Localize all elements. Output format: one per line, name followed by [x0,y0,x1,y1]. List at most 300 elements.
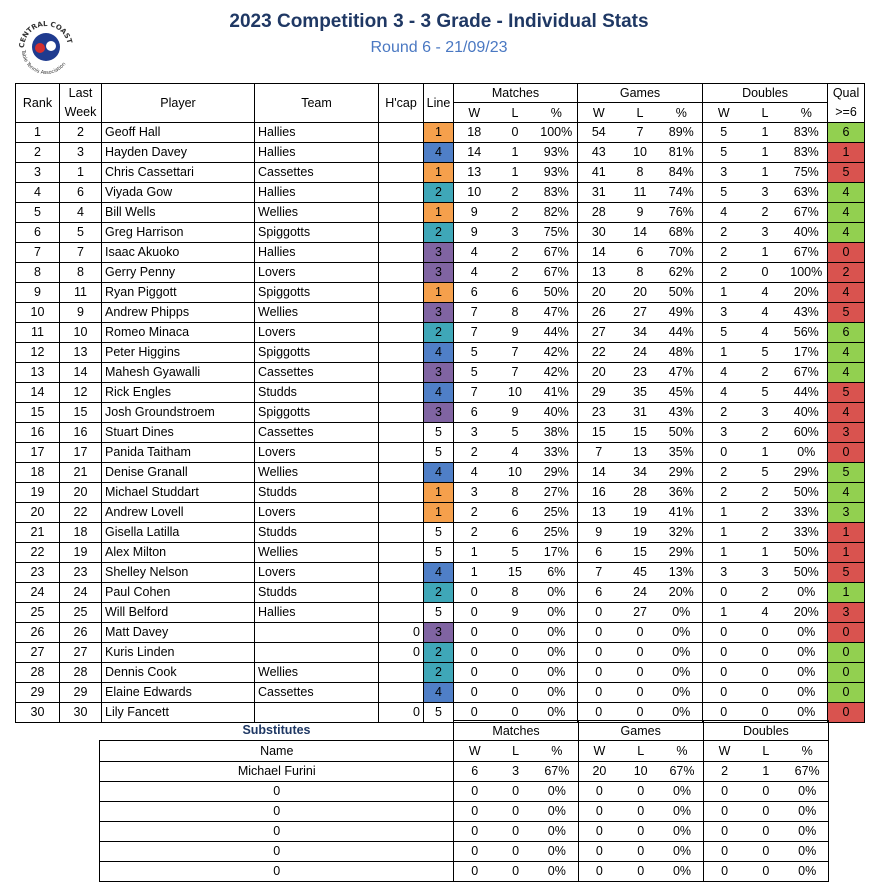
qual-cell: 4 [828,363,865,383]
games-lost: 11 [620,183,661,203]
line-cell: 4 [424,143,454,163]
games-won: 30 [578,223,620,243]
line-cell: 2 [424,663,454,683]
substitute-row [100,762,829,782]
rank-cell: 11 [16,323,60,343]
last-week-cell: 10 [60,323,102,343]
doubles-won: 0 [703,623,745,643]
qual-cell: 6 [828,323,865,343]
doubles-won: 3 [703,163,745,183]
player-name: Michael Studdart [102,483,255,503]
matches-lost: 10 [495,463,536,483]
player-name: Paul Cohen [102,583,255,603]
player-name: Hayden Davey [102,143,255,163]
matches-lost: 0 [495,643,536,663]
sub-doubles-lost: 0 [745,782,786,802]
qual-cell: 1 [828,543,865,563]
doubles-lost: 0 [745,683,786,703]
games-pct: 0% [661,663,703,683]
doubles-pct: 83% [786,143,828,163]
matches-pct: 29% [536,463,578,483]
doubles-lost: 0 [745,623,786,643]
handicap-cell: 0 [379,643,424,663]
rank-cell: 25 [16,603,60,623]
subs-doubles-header: Doubles [703,721,828,741]
last-week-cell: 1 [60,163,102,183]
rank-cell: 19 [16,483,60,503]
team-name: Wellies [255,203,379,223]
team-name: Cassettes [255,423,379,443]
doubles-won: 0 [703,663,745,683]
player-name: Dennis Cook [102,663,255,683]
qual-cell: 5 [828,303,865,323]
doubles-pct: 17% [786,343,828,363]
doubles-won: 4 [703,203,745,223]
games-pct: 76% [661,203,703,223]
line-cell: 1 [424,163,454,183]
games-won: 23 [578,403,620,423]
last-week-cell: 17 [60,443,102,463]
last-week-cell: 19 [60,543,102,563]
player-row [16,463,865,483]
sub-matches-pct: 0% [536,802,578,822]
team-name: Lovers [255,503,379,523]
games-pct: 44% [661,323,703,343]
games-pct: 48% [661,343,703,363]
games-lost: 34 [620,463,661,483]
doubles-pct: 60% [786,423,828,443]
subs-games-l-header: L [620,741,661,762]
matches-pct: 25% [536,523,578,543]
team-name: Studds [255,383,379,403]
matches-lost: 5 [495,543,536,563]
handicap-cell [379,163,424,183]
qual-cell: 5 [828,463,865,483]
games-pct: 29% [661,543,703,563]
doubles-pct: 67% [786,363,828,383]
games-pct: 81% [661,143,703,163]
matches-won: 2 [454,443,495,463]
sub-doubles-won: 0 [703,822,745,842]
doubles-won: 4 [703,363,745,383]
player-row [16,603,865,623]
games-won: 0 [578,603,620,623]
sub-matches-pct: 0% [536,862,578,882]
matches-lost: 6 [495,503,536,523]
sub-name: 0 [100,802,454,822]
rank-cell: 4 [16,183,60,203]
player-row [16,363,865,383]
player-row [16,503,865,523]
doubles-pct: 67% [786,243,828,263]
team-name: Lovers [255,563,379,583]
player-row [16,383,865,403]
matches-pct: 0% [536,603,578,623]
games-pct: 50% [661,283,703,303]
player-row [16,543,865,563]
sub-matches-won: 6 [454,762,495,782]
matches-lost: 2 [495,203,536,223]
player-row [16,663,865,683]
qual-cell: 0 [828,443,865,463]
matches-lost: 2 [495,183,536,203]
team-name: Studds [255,583,379,603]
handicap-cell [379,343,424,363]
matches-pct: 100% [536,123,578,143]
games-pct: 43% [661,403,703,423]
player-name: Greg Harrison [102,223,255,243]
subs-doubles-w-header: W [703,741,745,762]
matches-lost: 6 [495,523,536,543]
rank-cell: 6 [16,223,60,243]
matches-won: 9 [454,203,495,223]
rank-cell: 10 [16,303,60,323]
player-name: Chris Cassettari [102,163,255,183]
substitutes-table [99,720,829,882]
doubles-lost: 0 [745,663,786,683]
matches-lost: 10 [495,383,536,403]
matches-won: 7 [454,303,495,323]
matches-pct: 40% [536,403,578,423]
doubles-lost: 4 [745,283,786,303]
substitute-row [100,802,829,822]
team-name: Cassettes [255,363,379,383]
handicap-cell [379,183,424,203]
player-name: Andrew Lovell [102,503,255,523]
line-cell: 2 [424,583,454,603]
games-lost: 45 [620,563,661,583]
sub-doubles-won: 0 [703,842,745,862]
qual-cell: 4 [828,183,865,203]
line-cell: 2 [424,643,454,663]
team-name: Wellies [255,463,379,483]
games-pct: 68% [661,223,703,243]
sub-matches-lost: 0 [495,862,536,882]
handicap-cell [379,503,424,523]
doubles-lost: 1 [745,163,786,183]
last-week-header-bottom: Week [60,103,102,123]
matches-pct: 41% [536,383,578,403]
games-pct: 0% [661,623,703,643]
line-cell: 5 [424,423,454,443]
rank-cell: 30 [16,703,60,723]
matches-won: 1 [454,543,495,563]
games-lost: 7 [620,123,661,143]
sub-games-pct: 0% [661,802,703,822]
doubles-lost: 1 [745,243,786,263]
sub-games-lost: 0 [620,782,661,802]
matches-pct: 75% [536,223,578,243]
sub-doubles-pct: 0% [786,822,828,842]
player-name: Kuris Linden [102,643,255,663]
last-week-cell: 8 [60,263,102,283]
matches-pct: 83% [536,183,578,203]
subs-matches-pct-header: % [536,741,578,762]
player-name: Bill Wells [102,203,255,223]
sub-games-pct: 0% [661,842,703,862]
games-won: 31 [578,183,620,203]
sub-games-pct: 67% [661,762,703,782]
doubles-lost: 5 [745,343,786,363]
games-won: 0 [578,683,620,703]
line-cell: 3 [424,243,454,263]
games-pct: 0% [661,603,703,623]
sub-matches-pct: 0% [536,842,578,862]
team-name: Spiggotts [255,283,379,303]
matches-lost: 5 [495,423,536,443]
line-cell: 3 [424,263,454,283]
handicap-cell [379,403,424,423]
last-week-cell: 23 [60,563,102,583]
line-cell: 5 [424,443,454,463]
games-pct: 35% [661,443,703,463]
doubles-lost: 1 [745,123,786,143]
games-pct: 84% [661,163,703,183]
matches-won: 4 [454,243,495,263]
sub-matches-won: 0 [454,782,495,802]
doubles-pct: 0% [786,643,828,663]
games-w-header: W [578,103,620,123]
subs-matches-header: Matches [454,721,578,741]
doubles-lost: 2 [745,483,786,503]
page-subtitle: Round 6 - 21/09/23 [370,39,508,56]
player-row [16,563,865,583]
sub-doubles-lost: 1 [745,762,786,782]
sub-games-pct: 0% [661,822,703,842]
rank-cell: 3 [16,163,60,183]
line-cell: 3 [424,363,454,383]
doubles-lost: 2 [745,423,786,443]
doubles-pct: 33% [786,523,828,543]
last-week-cell: 29 [60,683,102,703]
matches-pct: 25% [536,503,578,523]
doubles-won: 2 [703,403,745,423]
qual-cell: 1 [828,143,865,163]
sub-matches-won: 0 [454,862,495,882]
sub-games-won: 0 [578,862,620,882]
matches-lost: 8 [495,483,536,503]
player-row [16,243,865,263]
doubles-pct: 20% [786,603,828,623]
matches-lost: 7 [495,363,536,383]
sub-matches-lost: 0 [495,822,536,842]
line-cell: 1 [424,483,454,503]
games-lost: 34 [620,323,661,343]
handicap-cell [379,583,424,603]
matches-won: 4 [454,263,495,283]
doubles-won: 2 [703,243,745,263]
matches-won: 6 [454,283,495,303]
line-cell: 4 [424,563,454,583]
qual-cell: 4 [828,203,865,223]
matches-l-header: L [495,103,536,123]
sub-matches-lost: 3 [495,762,536,782]
qual-cell: 6 [828,123,865,143]
matches-lost: 2 [495,263,536,283]
qual-cell: 5 [828,563,865,583]
doubles-lost: 2 [745,583,786,603]
team-name: Studds [255,523,379,543]
matches-won: 5 [454,363,495,383]
rank-cell: 15 [16,403,60,423]
doubles-pct: 0% [786,703,828,723]
doubles-header: Doubles [703,84,828,103]
team-header: Team [255,84,379,123]
handicap-cell [379,383,424,403]
doubles-pct: 75% [786,163,828,183]
handicap-cell [379,223,424,243]
games-won: 13 [578,263,620,283]
doubles-won: 1 [703,523,745,543]
matches-lost: 1 [495,163,536,183]
sub-matches-lost: 0 [495,802,536,822]
handicap-cell [379,543,424,563]
games-lost: 23 [620,363,661,383]
player-row [16,203,865,223]
doubles-won: 5 [703,123,745,143]
substitute-row [100,842,829,862]
sub-doubles-pct: 0% [786,782,828,802]
matches-won: 10 [454,183,495,203]
team-name: Hallies [255,143,379,163]
doubles-lost: 0 [745,643,786,663]
line-cell: 5 [424,543,454,563]
handicap-cell: 0 [379,623,424,643]
games-lost: 0 [620,643,661,663]
matches-pct: 0% [536,663,578,683]
player-name: Shelley Nelson [102,563,255,583]
doubles-lost: 2 [745,203,786,223]
subs-doubles-l-header: L [745,741,786,762]
handicap-cell [379,283,424,303]
doubles-pct: 50% [786,483,828,503]
handicap-cell [379,143,424,163]
matches-won: 0 [454,643,495,663]
doubles-won: 2 [703,263,745,283]
player-name: Denise Granall [102,463,255,483]
matches-pct: 42% [536,343,578,363]
matches-lost: 4 [495,443,536,463]
subs-header-row-top [100,721,829,741]
player-row [16,443,865,463]
qual-cell: 4 [828,343,865,363]
team-name: Hallies [255,603,379,623]
games-pct: 29% [661,463,703,483]
qual-cell: 5 [828,383,865,403]
player-row [16,163,865,183]
rank-cell: 2 [16,143,60,163]
doubles-pct: 83% [786,123,828,143]
handicap-cell [379,603,424,623]
doubles-lost: 2 [745,363,786,383]
sub-matches-pct: 67% [536,762,578,782]
doubles-lost: 5 [745,463,786,483]
matches-pct: 27% [536,483,578,503]
games-won: 6 [578,543,620,563]
player-name: Ryan Piggott [102,283,255,303]
matches-pct: 93% [536,143,578,163]
qual-cell: 4 [828,483,865,503]
matches-pct: 0% [536,583,578,603]
doubles-won: 0 [703,583,745,603]
matches-pct: 33% [536,443,578,463]
rank-cell: 21 [16,523,60,543]
handicap-cell [379,243,424,263]
games-won: 13 [578,503,620,523]
doubles-pct: 44% [786,383,828,403]
doubles-pct: 33% [786,503,828,523]
games-lost: 27 [620,303,661,323]
doubles-pct: 63% [786,183,828,203]
sub-games-won: 0 [578,822,620,842]
doubles-pct: 56% [786,323,828,343]
qual-cell: 0 [828,683,865,703]
substitute-row [100,862,829,882]
matches-won: 14 [454,143,495,163]
doubles-pct-header: % [786,103,828,123]
qual-cell: 0 [828,643,865,663]
matches-won: 9 [454,223,495,243]
games-lost: 0 [620,663,661,683]
games-won: 0 [578,623,620,643]
player-row [16,183,865,203]
matches-won: 0 [454,603,495,623]
team-name: Spiggotts [255,343,379,363]
player-name: Elaine Edwards [102,683,255,703]
games-won: 29 [578,383,620,403]
handicap-cell [379,523,424,543]
games-lost: 6 [620,243,661,263]
rank-cell: 9 [16,283,60,303]
doubles-pct: 40% [786,223,828,243]
player-name: Gerry Penny [102,263,255,283]
player-name: Romeo Minaca [102,323,255,343]
rank-cell: 29 [16,683,60,703]
last-week-cell: 13 [60,343,102,363]
line-cell: 1 [424,203,454,223]
qual-cell: 2 [828,263,865,283]
player-row [16,523,865,543]
games-lost: 13 [620,443,661,463]
matches-pct: 0% [536,703,578,723]
player-name: Stuart Dines [102,423,255,443]
matches-lost: 8 [495,303,536,323]
doubles-won: 5 [703,323,745,343]
sub-games-won: 0 [578,842,620,862]
matches-won: 0 [454,663,495,683]
sub-games-won: 20 [578,762,620,782]
doubles-pct: 0% [786,623,828,643]
sub-games-lost: 10 [620,762,661,782]
player-header: Player [102,84,255,123]
doubles-won: 0 [703,643,745,663]
matches-lost: 3 [495,223,536,243]
sub-matches-lost: 0 [495,782,536,802]
matches-pct: 93% [536,163,578,183]
games-pct: 32% [661,523,703,543]
sub-games-pct: 0% [661,862,703,882]
matches-won: 0 [454,683,495,703]
sub-games-won: 0 [578,802,620,822]
matches-won: 0 [454,583,495,603]
doubles-won: 1 [703,543,745,563]
games-won: 9 [578,523,620,543]
matches-pct: 38% [536,423,578,443]
last-week-cell: 12 [60,383,102,403]
sub-doubles-pct: 0% [786,862,828,882]
games-won: 26 [578,303,620,323]
sub-name: 0 [100,822,454,842]
